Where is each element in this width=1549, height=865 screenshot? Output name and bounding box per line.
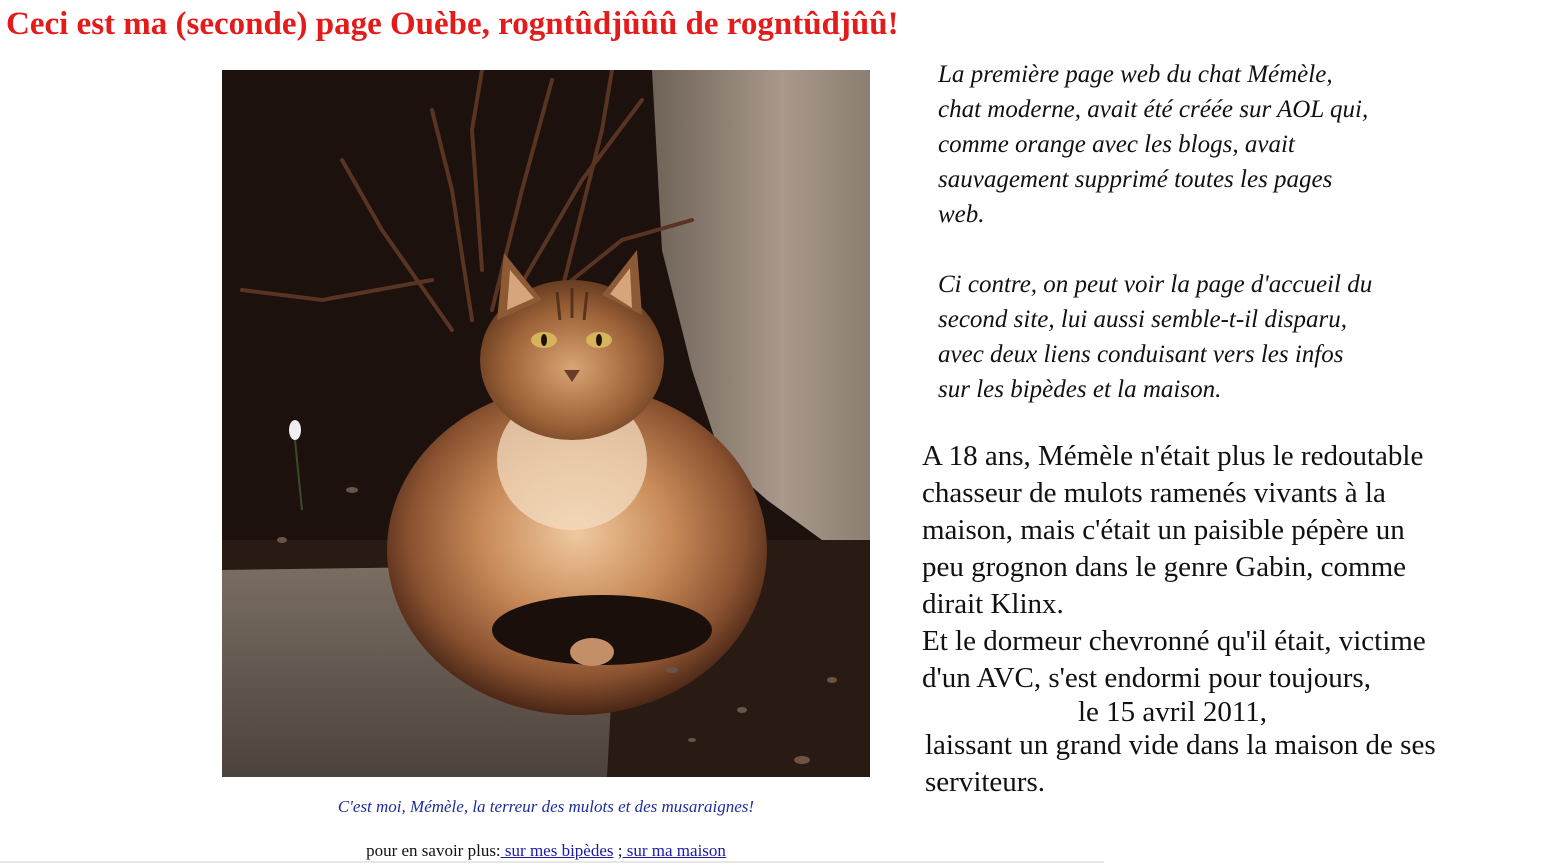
photo-caption: C'est moi, Mémèle, la terreur des mulots et des musaraignes! [337,797,755,816]
intro-line: chat moderne, avait été créée sur AOL qui, [938,96,1369,123]
link-bipedes[interactable]: sur mes bipèdes [500,841,614,860]
intro-line: sauvagement supprimé toutes les pages [938,166,1333,193]
tribute-line: serviteurs. [925,766,1045,798]
tribute-line: peu grognon dans le genre Gabin, comme [922,551,1406,583]
tribute-text [922,438,1522,801]
cat-photo [222,70,870,777]
tribute-line: laissant un grand vide dans la maison de ses [925,729,1436,761]
intro-line: second site, lui aussi semble-t-il disparu, [938,306,1347,333]
tribute-paragraph [922,438,1522,697]
tribute-line: d'un AVC, s'est endormi pour toujours, [922,662,1371,694]
link-maison[interactable]: sur ma maison [622,841,726,860]
tribute-closing [922,727,1522,801]
more-info-line [222,841,870,861]
intro-line: comme orange avec les blogs, avait [938,131,1295,158]
intro-line: avec deux liens conduisant vers les infos [938,341,1344,368]
tribute-line: dirait Klinx. [922,588,1064,620]
intro-line: Ci contre, on peut voir la page d'accueil du [938,271,1373,298]
more-info-prefix: pour en savoir plus: [366,841,501,860]
intro-line: La première page web du chat Mémèle, [938,61,1333,88]
intro-paragraph-1 [938,57,1498,232]
tribute-date: le 15 avril 2011, [1078,696,1267,728]
tribute-line: A 18 ans, Mémèle n'était plus le redoutable [922,440,1424,472]
page-title: Ceci est ma (seconde) page Ouèbe, rogntûdjûûû de rogntûdjûû! [6,6,899,42]
intro-paragraph-2 [938,267,1498,407]
link-separator: ; [613,841,623,860]
tribute-line: maison, mais c'était un paisible pépère un [922,514,1405,546]
tribute-line: chasseur de mulots ramenés vivants à la [922,477,1386,509]
intro-line: web. [938,201,985,228]
intro-text [938,57,1498,407]
tribute-line: Et le dormeur chevronné qu'il était, victime [922,625,1426,657]
intro-line: sur les bipèdes et la maison. [938,376,1222,403]
bottom-divider [0,861,1104,863]
